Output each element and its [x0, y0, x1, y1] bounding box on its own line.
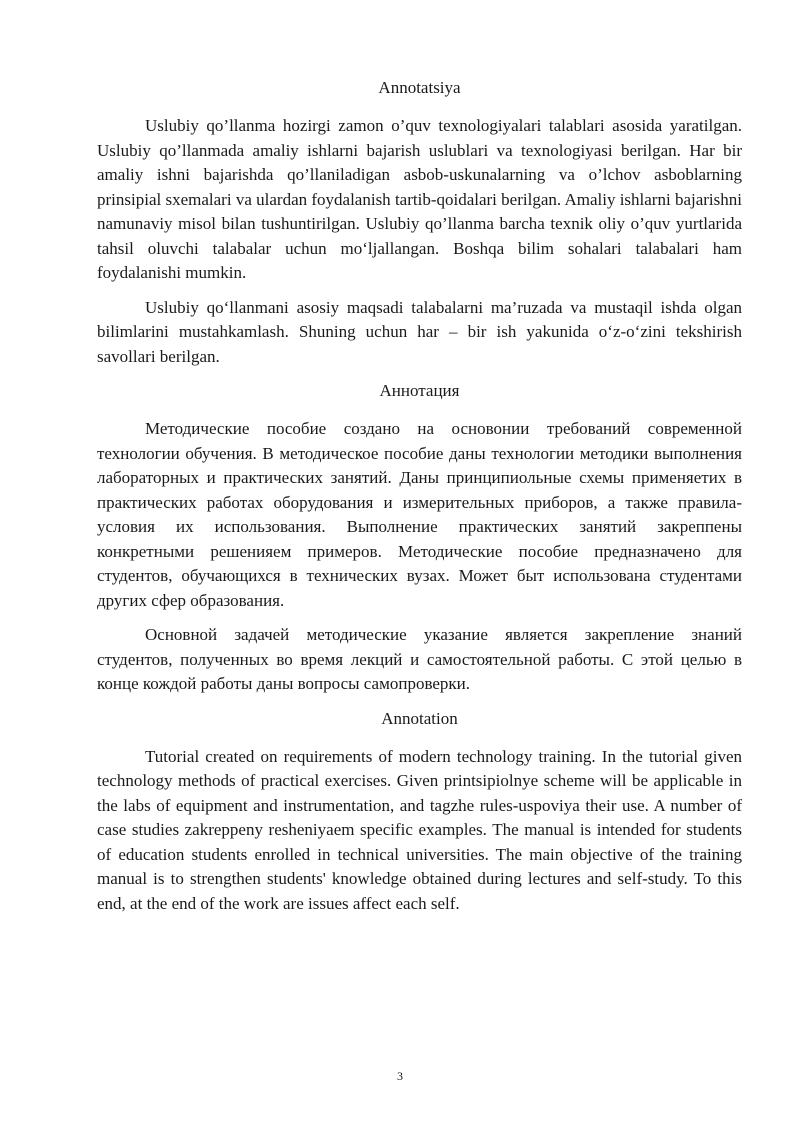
section-uzbek-annotation — [97, 76, 742, 369]
section-english-annotation — [97, 707, 742, 917]
paragraph: Uslubiy qo’llanma hozirgi zamon o’quv texnologiyalari talablari asosida yaratilgan. Uslubiy qo’llanmada amaliy ishlarni bajarish uslublari va texnologiyasi berilgan. Har bir amaliy ishni bajarishda qo’llaniladigan asbob-uskunalarning va o’lchov asboblarning prinsipial sxemalari va ulardan foydalanish tartib-qoidalari berilgan. Amaliy ishlarni bajarishni namunaviy misol bilan tushuntirilgan. Uslubiy qo’llanma barcha texnik oliy o’quv yurtlarida tahsil oluvchi talabalar uchun mo‘ljallangan. Boshqa bilim sohalari talabalari ham foydalanishi mumkin. — [97, 116, 742, 282]
section-russian-annotation — [97, 379, 742, 697]
section-heading: Аннотация — [379, 381, 460, 400]
paragraph: Tutorial created on requirements of modern technology training. In the tutorial given technology methods of practical exercises. Given printsipiolnye scheme will be applicable in the labs of equipment and instrumentation, and tagzhe rules-uspoviya their use. A number of case studies zakreppeny resheniyaem specific examples. The manual is intended for students of education students enrolled in technical universities. The main objective of the training manual is to strengthen students' knowledge obtained during lectures and self-study. To this end, at the end of the work are issues affect each self. — [97, 746, 742, 913]
section-heading: Annotation — [381, 708, 458, 728]
document-page — [97, 76, 742, 926]
paragraph: Uslubiy qo‘llanmani asosiy maqsadi talabalarni ma’ruzada va mustaqil ishda olgan bilimlarini mustahkamlash. Shuning uchun har – bir ish yakunida o‘z-o‘zini tekshirish savollari berilgan. — [97, 297, 742, 366]
paragraph: Методические пособие создано на основонии требований современной технологии обучения. В методическое пособие даны технологии методики выполнения лабораторных и практических занятий. Даны принципиольные схемы применяетих в практических работах оборудования и измерительных приборов, а также правила-условия их использования. Выполнение практических занятий закреппены конкретными решенияем примеров. Методические пособие предназначено для студентов, обучающихся в технических вузах. Может быт использована студентами других сфер образования. — [97, 419, 742, 610]
paragraph: Основной задачей методические указание является закрепление знаний студентов, полученных во время лекций и самостоятельной работы. С этой целью в конце кождой работы даны вопросы самопроверки. — [97, 625, 742, 693]
page-number: 3 — [397, 1069, 403, 1083]
section-heading: Annotatsiya — [378, 78, 461, 97]
